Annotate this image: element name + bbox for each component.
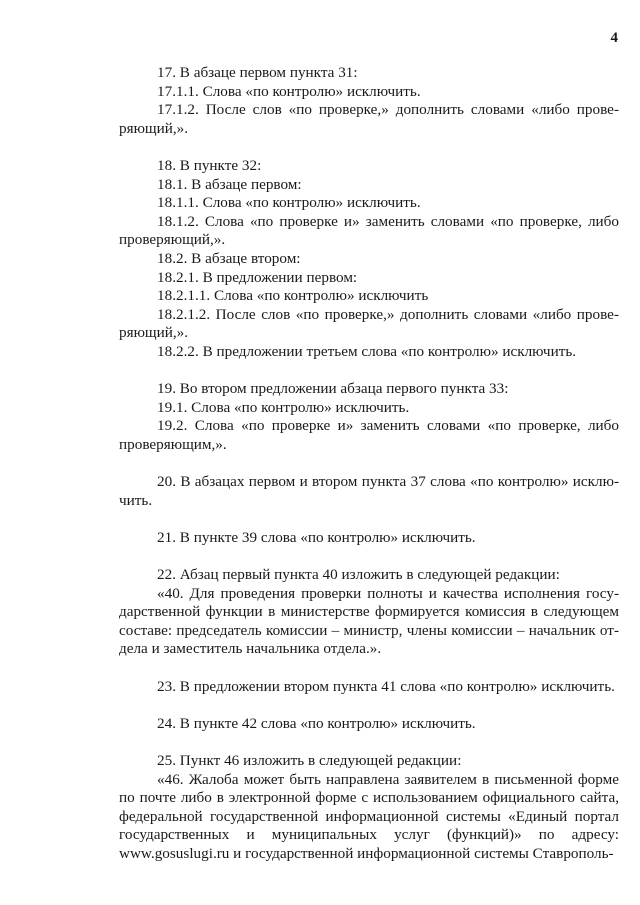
page-number: 4	[610, 30, 618, 46]
paragraph: 17.1.1. Слова «по контролю» исключить.	[157, 82, 421, 100]
paragraph: 19.2. Слова «по проверке и» заменить словами «по проверке, либо проверяющим,».	[119, 417, 619, 453]
paragraph: 18.1. В абзаце первом:	[157, 175, 302, 193]
paragraph: 18. В пункте 32:	[157, 156, 262, 174]
paragraph: 18.1.2. Слова «по проверке и» заменить словами «по проверке, либо проверяющий,».	[119, 212, 619, 249]
paragraph: 25. Пункт 46 изложить в следующей редакции:	[157, 751, 462, 769]
paragraph-spacer	[119, 733, 619, 752]
paragraph: «40. Для проведения проверки полноты и качества исполнения государственной функции в министерстве формируется комиссия в следующем составе: председатель комиссии – министр, члены комиссии – начальник отдела и заместитель начальника отдела.».	[119, 584, 619, 658]
paragraph: 24. В пункте 42 слова «по контролю» исключить.	[157, 714, 476, 732]
document-body	[119, 64, 619, 864]
paragraph: 20. В абзацах первом и втором пункта 37 слова «по контролю» исключить.	[119, 473, 619, 509]
paragraph: 17.1.2. После слов «по проверке,» дополнить словами «либо проверяющий,».	[119, 101, 619, 137]
paragraph: 17. В абзаце первом пункта 31:	[157, 64, 358, 81]
paragraph-spacer	[119, 510, 619, 529]
paragraph: 18.2.2. В предложении третьем слова «по контролю» исключить.	[157, 342, 577, 360]
paragraph-spacer	[119, 659, 619, 678]
paragraph: 18.2.1.2. После слов «по проверке,» дополнить словами «либо проверяющий,».	[119, 305, 619, 342]
paragraph: 19.1. Слова «по контролю» исключить.	[157, 398, 410, 416]
paragraph: 18.2.1. В предложении первом:	[157, 268, 358, 286]
paragraph-spacer	[119, 362, 619, 381]
paragraph-spacer	[119, 454, 619, 473]
paragraph: 18.1.1. Слова «по контролю» исключить.	[157, 194, 421, 212]
paragraph: 18.2. В абзаце втором:	[157, 249, 301, 267]
paragraph: 22. Абзац первый пункта 40 изложить в следующей редакции:	[157, 566, 560, 584]
paragraph-spacer	[119, 547, 619, 566]
paragraph: «46. Жалоба может быть направлена заявителем в письменной форме по почте либо в электронной форме с использованием официального сайта, федеральной государственной информационной системы «Единый портал государственных и муниципальных услуг (функций)» по адресу: www.gosuslugi.ru и государственной информационной системы Ставрополь-	[119, 770, 619, 862]
paragraph: 21. В пункте 39 слова «по контролю» исключить.	[157, 528, 476, 546]
paragraph: 19. Во втором предложении абзаца первого пункта 33:	[157, 380, 509, 398]
paragraph-spacer	[119, 138, 619, 157]
paragraph-spacer	[119, 696, 619, 715]
paragraph: 18.2.1.1. Слова «по контролю» исключить	[157, 287, 429, 305]
paragraph: 23. В предложении втором пункта 41 слова «по контролю» исключить.	[157, 677, 615, 695]
